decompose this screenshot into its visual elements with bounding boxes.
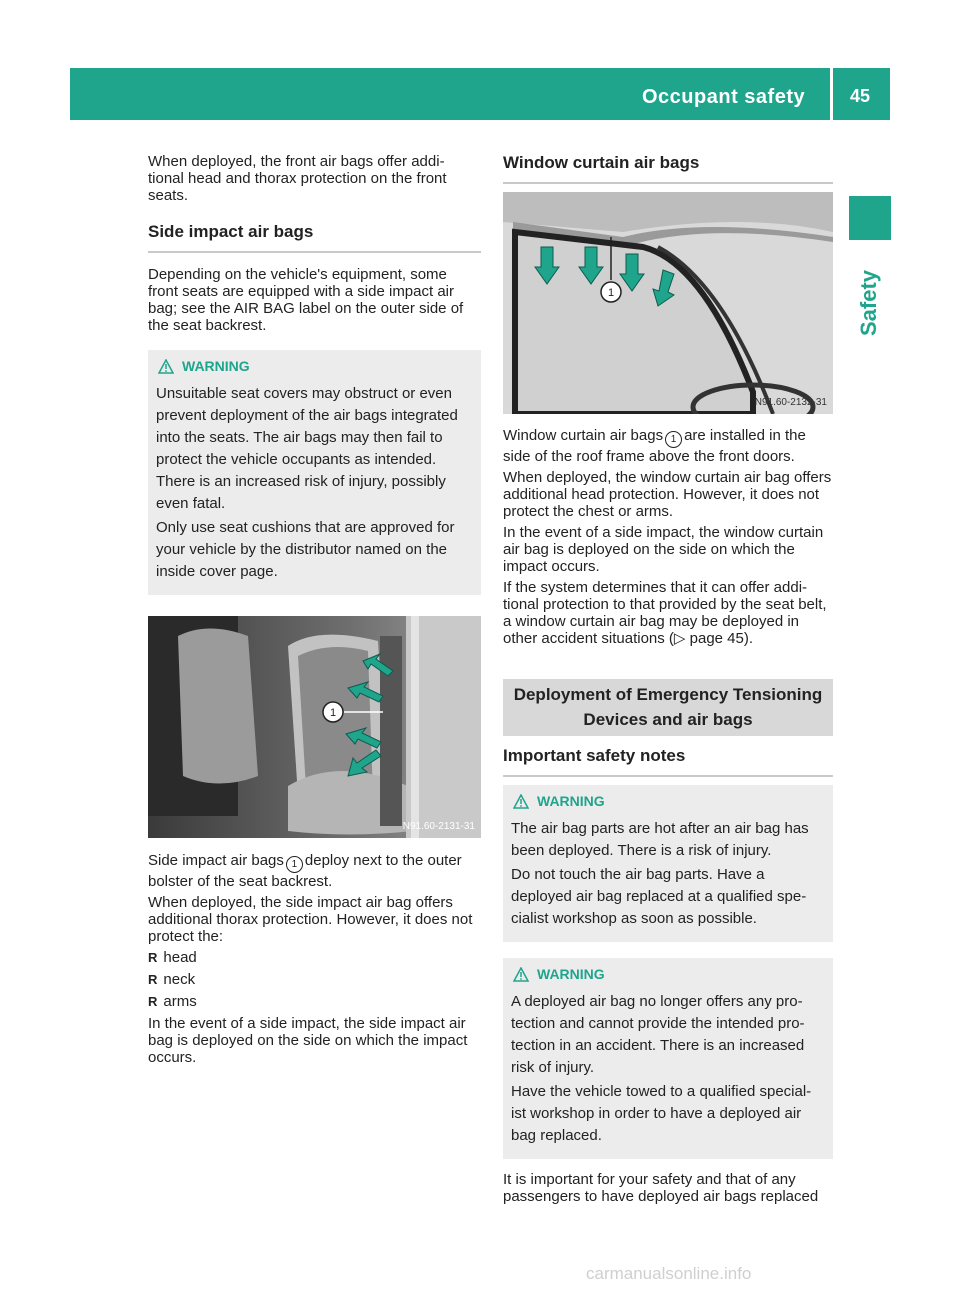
image-code: N91.60-2132-31 [754,397,827,408]
seat-airbag-photo [148,616,481,838]
bullet-icon: R [148,994,158,1009]
warning-title: WARNING [537,966,605,982]
list-item-text: head [163,949,197,966]
photo-callout: 1 [607,287,615,299]
header-divider [830,68,833,120]
caption-text: are installed in the side of the roof frame above the front doors. [503,427,806,465]
warning-box [503,958,833,1159]
intro-paragraph: When deployed, the front air bags offer addi- tional head and thorax protection on the front seats. [148,153,447,204]
curtain-airbag-heading: Window curtain air bags [503,153,833,184]
warning-box [148,350,481,595]
curtain-illustration [503,192,833,414]
footer-watermark: carmanualsonline.info [586,1264,752,1283]
warning-triangle-icon [513,967,529,982]
warning-text: The air bag parts are hot after an air bag has been deployed. There is a risk of injury. [511,820,809,859]
safety-notes-heading: Important safety notes [503,746,833,777]
body-paragraph: In the event of a side impact, the side impact air bag is deployed on the side on which the impact occurs. [148,1015,468,1066]
bullet-icon: R [148,972,158,987]
section-title: Occupant safety [642,86,806,108]
list-item-text: neck [163,971,196,988]
list-item-text: arms [163,993,197,1010]
bullet-icon: R [148,950,158,965]
side-tab-marker [849,196,891,240]
photo-caption [148,852,481,890]
warning-header [513,966,825,983]
warning-title: WARNING [182,358,250,374]
warning-triangle-icon [158,359,174,374]
warning-header [158,358,473,375]
deployment-heading-box [503,679,833,736]
caption-text: deploy next to the outer bolster of the seat backrest. [148,852,462,890]
warning-text: Have the vehicle towed to a qualified special- ist workshop in order to have a deployed air bag replaced. [511,1083,812,1144]
body-paragraph: When deployed, the window curtain air bag offers additional head protection. However, it does not protect the chest or arms. [503,469,832,520]
photo-callout: 1 [329,707,337,719]
seat-illustration [148,616,481,838]
callout-marker: 1 [286,856,303,873]
curtain-airbag-photo [503,192,833,414]
body-paragraph: In the event of a side impact, the window curtain air bag is deployed on the side on which the impact occurs. [503,524,824,575]
side-airbag-heading: Side impact air bags [148,222,481,253]
right-column [503,153,833,1209]
list-item [148,971,481,988]
warning-text: Only use seat cushions that are approved for your vehicle by the distributor named on the inside cover page. [156,519,455,580]
side-airbag-paragraph: Depending on the vehicle's equipment, some front seats are equipped with a side impact air bag; see the AIR BAG label on the outer side of the seat backrest. [148,266,464,334]
list-item [148,993,481,1010]
warning-title: WARNING [537,793,605,809]
caption-text: Window curtain air bags [503,427,664,444]
photo-caption [503,427,833,465]
caption-text: Side impact air bags [148,852,284,869]
body-paragraph: If the system determines that it can offer addi- tional protection to that provided by the seat belt, a window curtain air bag may be deployed in other accident situations (▷ page 45). [503,579,827,647]
warning-text: A deployed air bag no longer offers any pro- tection and cannot provide the intended pro- tection in an accident. There is an increased risk of injury. [511,993,805,1076]
warning-box [503,785,833,942]
page-number: 45 [850,86,871,106]
image-code: N91.60-2131-31 [402,821,475,832]
warning-text: Do not touch the air bag parts. Have a deployed air bag replaced at a qualified spe- cialist workshop as soon as possible. [511,866,807,927]
chapter-label: Safety [856,269,881,336]
body-paragraph: When deployed, the side impact air bag offers additional thorax protection. However, it does not protect the: [148,894,473,945]
closing-paragraph: It is important for your safety and that of any passengers to have deployed air bags replaced [503,1171,819,1205]
callout-marker: 1 [665,431,682,448]
list-item [148,949,481,966]
warning-header [513,793,825,810]
warning-triangle-icon [513,794,529,809]
left-column [148,153,481,1070]
deployment-heading: Deployment of Emergency Tensioning Devices and air bags [513,685,823,729]
warning-text: Unsuitable seat covers may obstruct or even prevent deployment of the air bags integrated into the seats. The air bags may then fail to protect the vehicle occupants as intended. There is an increased risk of injury, possibly even fatal. [156,385,458,512]
